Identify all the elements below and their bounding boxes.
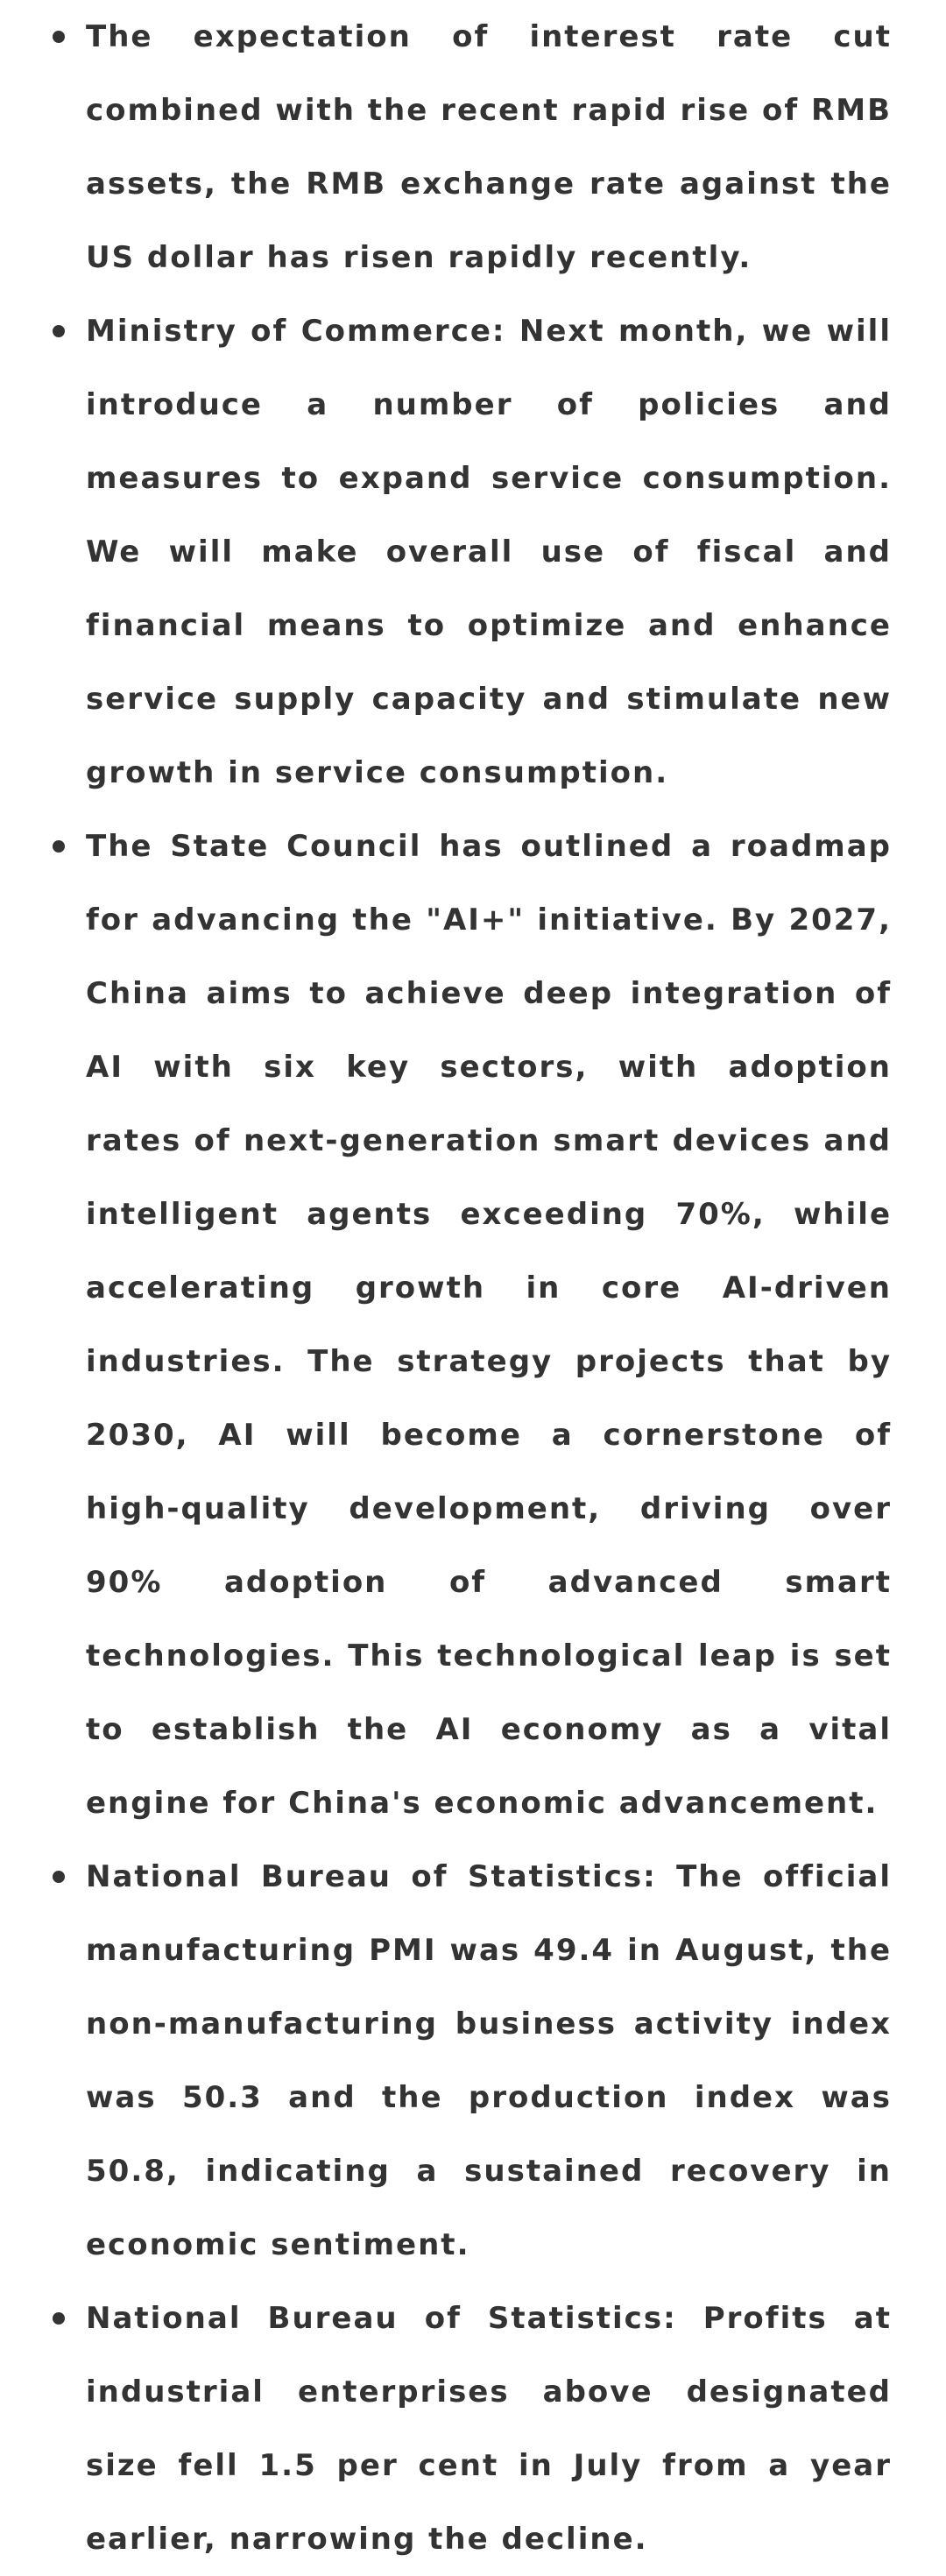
bullet-icon [53, 31, 65, 43]
bullet-icon [53, 840, 65, 853]
list-item [86, 1840, 892, 2282]
news-text: National Bureau of Statistics: Profits at industrial enterprises above designated size fell 1.5 per cent in July from a year earlier, narrowing the decline. [86, 2301, 892, 2557]
list-item [86, 810, 892, 1840]
bullet-icon [53, 2312, 65, 2325]
news-text: National Bureau of Statistics: The official manufacturing PMI was 49.4 in August, the non-manufacturing business activity index was 50.3 and the production index was 50.8, indicating a sustained recovery in economic sentiment. [86, 1859, 892, 2262]
news-text: Ministry of Commerce: Next month, we will introduce a number of policies and measures to expand service consumption. We will make overall use of fiscal and financial means to optimize and enhance service supply capacity and stimulate new growth in service consumption. [86, 314, 892, 790]
news-text: The expectation of interest rate cut combined with the recent rapid rise of RMB assets, the RMB exchange rate against the US dollar has risen rapidly recently. [86, 19, 892, 275]
bullet-icon [53, 1871, 65, 1883]
news-text: The State Council has outlined a roadmap for advancing the "AI+" initiative. By 2027, China aims to achieve deep integration of AI with six key sectors, with adoption rates of next-generation smart devices and intelligent agents exceeding 70%, while accelerating growth in core AI-driven industries. The strategy projects that by 2030, AI will become a cornerstone of high-quality development, driving over 90% adoption of advanced smart technologies. This technological leap is set to establish the AI economy as a vital engine for China's economic advancement. [86, 829, 892, 1821]
bullet-icon [53, 325, 65, 337]
list-item [86, 294, 892, 810]
list-item [86, 0, 892, 294]
list-item [86, 2282, 892, 2576]
